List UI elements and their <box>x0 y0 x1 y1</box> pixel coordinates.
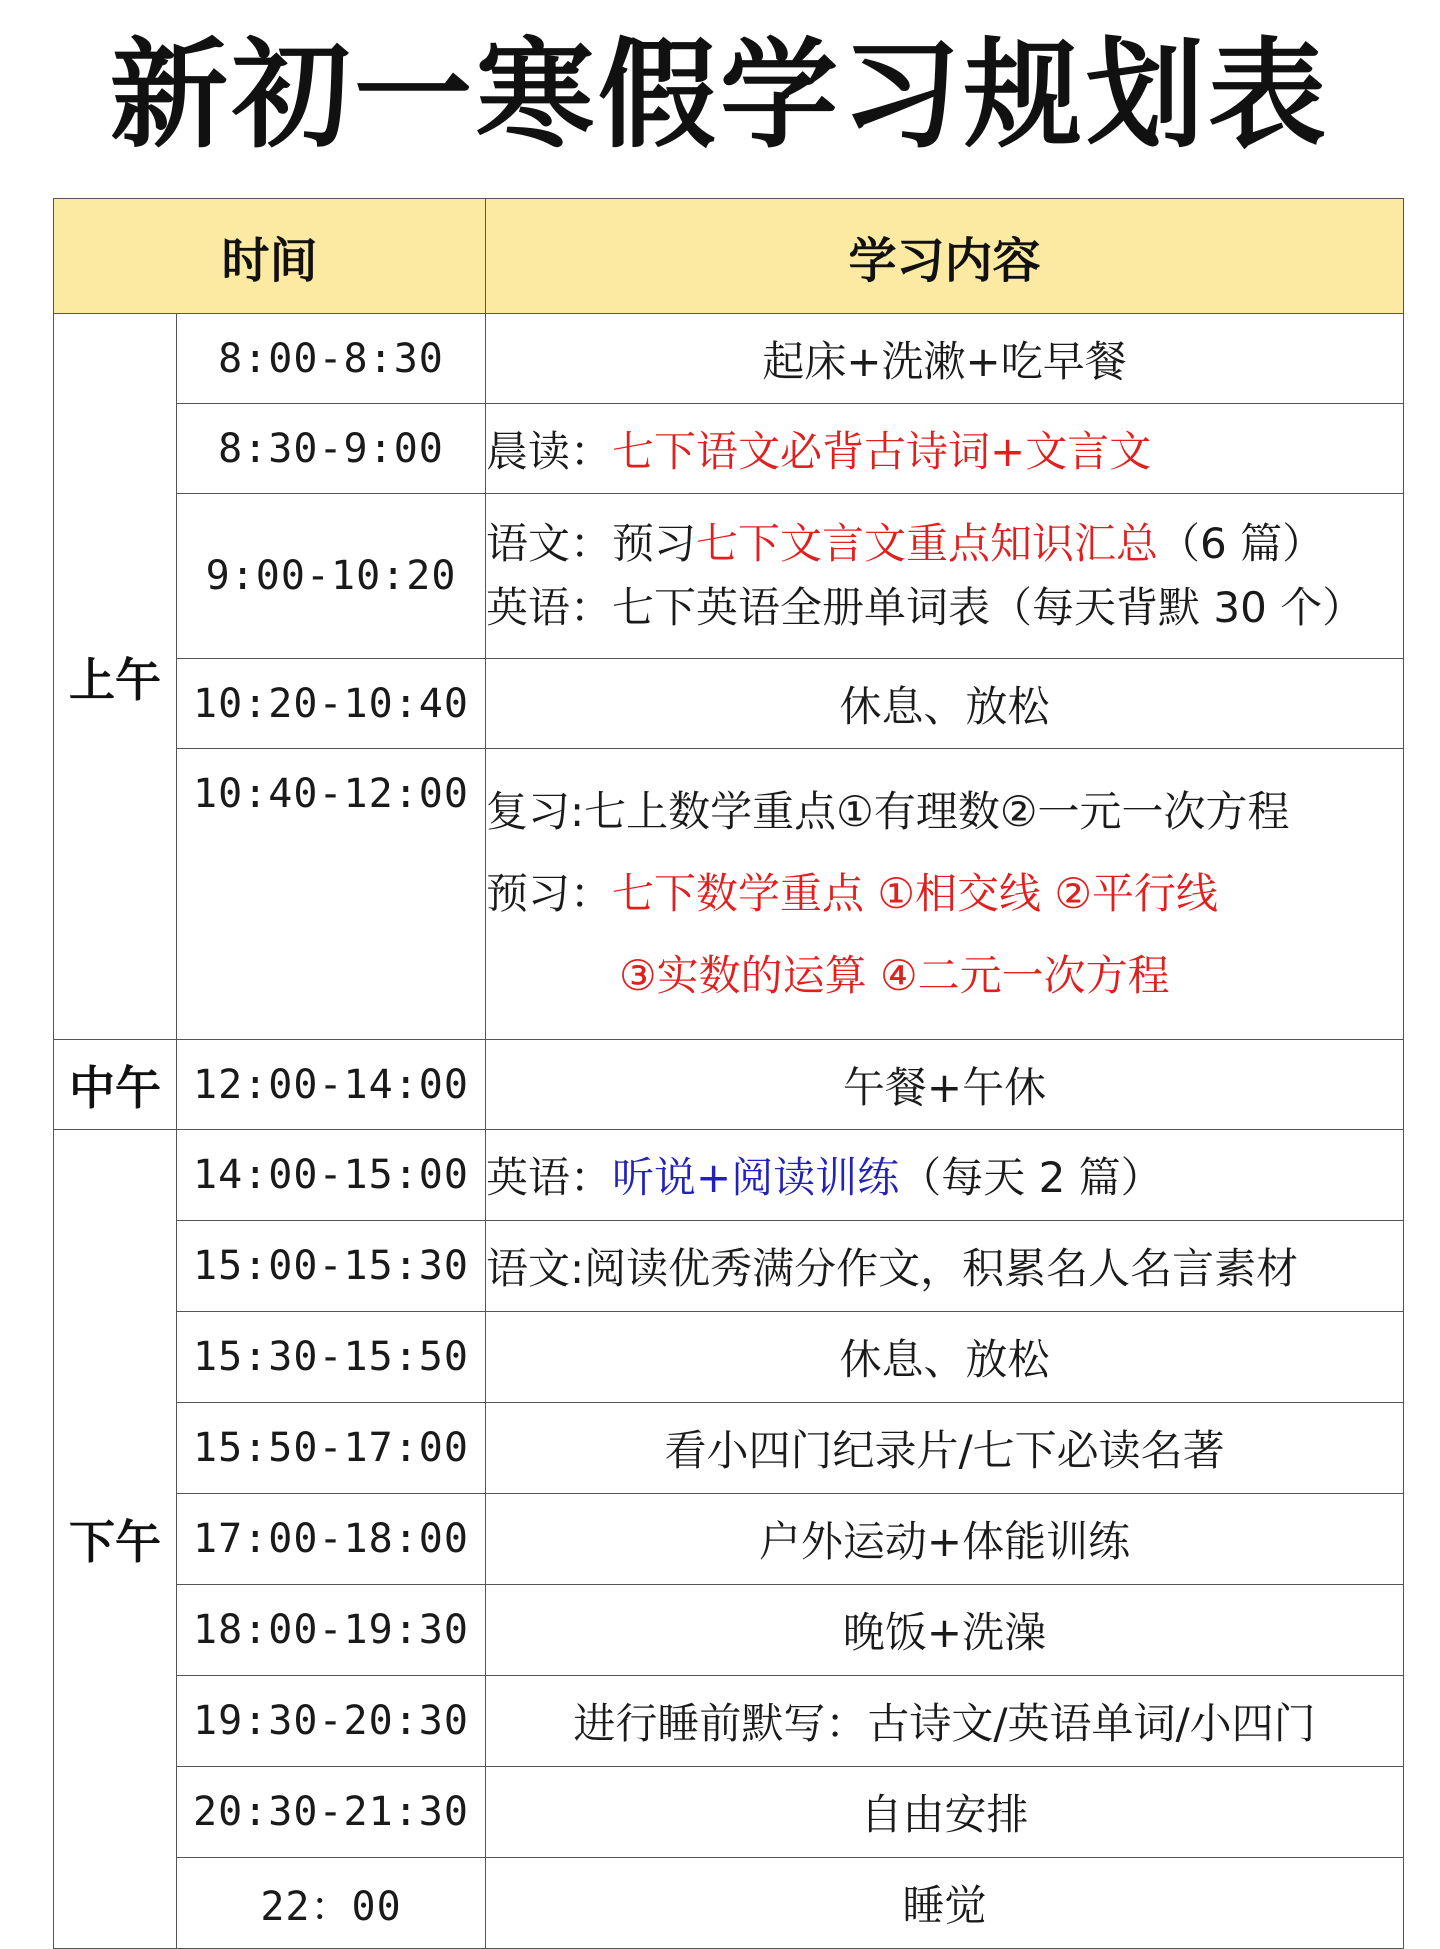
period-morning: 上午 <box>54 314 177 1040</box>
time-cell: 14:00-15:00 <box>177 1130 486 1221</box>
content-label: 预习： <box>486 869 613 918</box>
content-cell: 起床+洗漱+吃早餐 <box>486 314 1404 404</box>
time-cell: 8:00-8:30 <box>177 314 486 404</box>
table-row <box>54 1585 1404 1676</box>
content-cell: 晚饭+洗澡 <box>486 1585 1404 1676</box>
content-cell <box>486 1130 1404 1221</box>
content-cell: 休息、放松 <box>486 1312 1404 1403</box>
table-row <box>54 749 1404 1040</box>
content-label: 语文：预习 <box>486 519 697 568</box>
table-row <box>54 404 1404 494</box>
table-header-row <box>54 199 1404 314</box>
table-row <box>54 1312 1404 1403</box>
table-row <box>54 494 1404 659</box>
content-highlight-blue: 听说+阅读训练 <box>612 1153 900 1202</box>
header-content: 学习内容 <box>486 199 1404 314</box>
table-row <box>54 1040 1404 1130</box>
time-cell: 15:50-17:00 <box>177 1403 486 1494</box>
table-row <box>54 1494 1404 1585</box>
table-row <box>54 1403 1404 1494</box>
content-cell <box>486 749 1404 1040</box>
time-cell: 20:30-21:30 <box>177 1767 486 1858</box>
content-tail: （6 篇） <box>1158 519 1325 568</box>
content-line: 复习:七上数学重点①有理数②一元一次方程 <box>486 787 1290 836</box>
time-cell: 15:00-15:30 <box>177 1221 486 1312</box>
content-line <box>486 512 1403 576</box>
page-title: 新初一寒假学习规划表 <box>109 26 1330 164</box>
content-highlight-red: 七下语文必背古诗词+文言文 <box>612 426 1152 476</box>
table-row <box>54 1130 1404 1221</box>
schedule-table <box>53 198 1404 1949</box>
content-highlight-red: 七下文言文重点知识汇总 <box>696 519 1159 568</box>
content-line: ③实数的运算 ④二元一次方程 <box>619 951 1170 1000</box>
table-row <box>54 1858 1404 1949</box>
content-cell: 睡觉 <box>486 1858 1404 1949</box>
content-line: 英语：七下英语全册单词表（每天背默 30 个） <box>486 583 1365 632</box>
time-cell: 10:20-10:40 <box>177 659 486 749</box>
period-noon: 中午 <box>54 1040 177 1130</box>
content-cell: 户外运动+体能训练 <box>486 1494 1404 1585</box>
content-cell: 语文:阅读优秀满分作文，积累名人名言素材 <box>486 1221 1404 1312</box>
time-cell: 10:40-12:00 <box>177 749 486 1040</box>
time-cell: 15:30-15:50 <box>177 1312 486 1403</box>
content-cell: 休息、放松 <box>486 659 1404 749</box>
content-cell: 自由安排 <box>486 1767 1404 1858</box>
time-cell: 22：00 <box>177 1858 486 1949</box>
table-row <box>54 659 1404 749</box>
header-time: 时间 <box>54 199 486 314</box>
time-cell: 9:00-10:20 <box>177 494 486 659</box>
table-row <box>54 314 1404 404</box>
content-cell: 午餐+午休 <box>486 1040 1404 1130</box>
content-tail: （每天 2 篇） <box>899 1153 1163 1202</box>
content-cell <box>486 494 1404 659</box>
content-label: 英语： <box>486 1153 613 1202</box>
time-cell: 18:00-19:30 <box>177 1585 486 1676</box>
time-cell: 8:30-9:00 <box>177 404 486 494</box>
table-row <box>54 1767 1404 1858</box>
time-cell: 17:00-18:00 <box>177 1494 486 1585</box>
table-row <box>54 1221 1404 1312</box>
table-row <box>54 1676 1404 1767</box>
content-label: 晨读： <box>486 426 613 476</box>
content-cell: 进行睡前默写：古诗文/英语单词/小四门 <box>486 1676 1404 1767</box>
content-cell: 看小四门纪录片/七下必读名著 <box>486 1403 1404 1494</box>
content-cell <box>486 404 1404 494</box>
content-line <box>486 853 1403 935</box>
time-cell: 12:00-14:00 <box>177 1040 486 1130</box>
time-cell: 19:30-20:30 <box>177 1676 486 1767</box>
content-highlight-red: 七下数学重点 ①相交线 ②平行线 <box>612 869 1219 918</box>
period-afternoon: 下午 <box>54 1130 177 1949</box>
